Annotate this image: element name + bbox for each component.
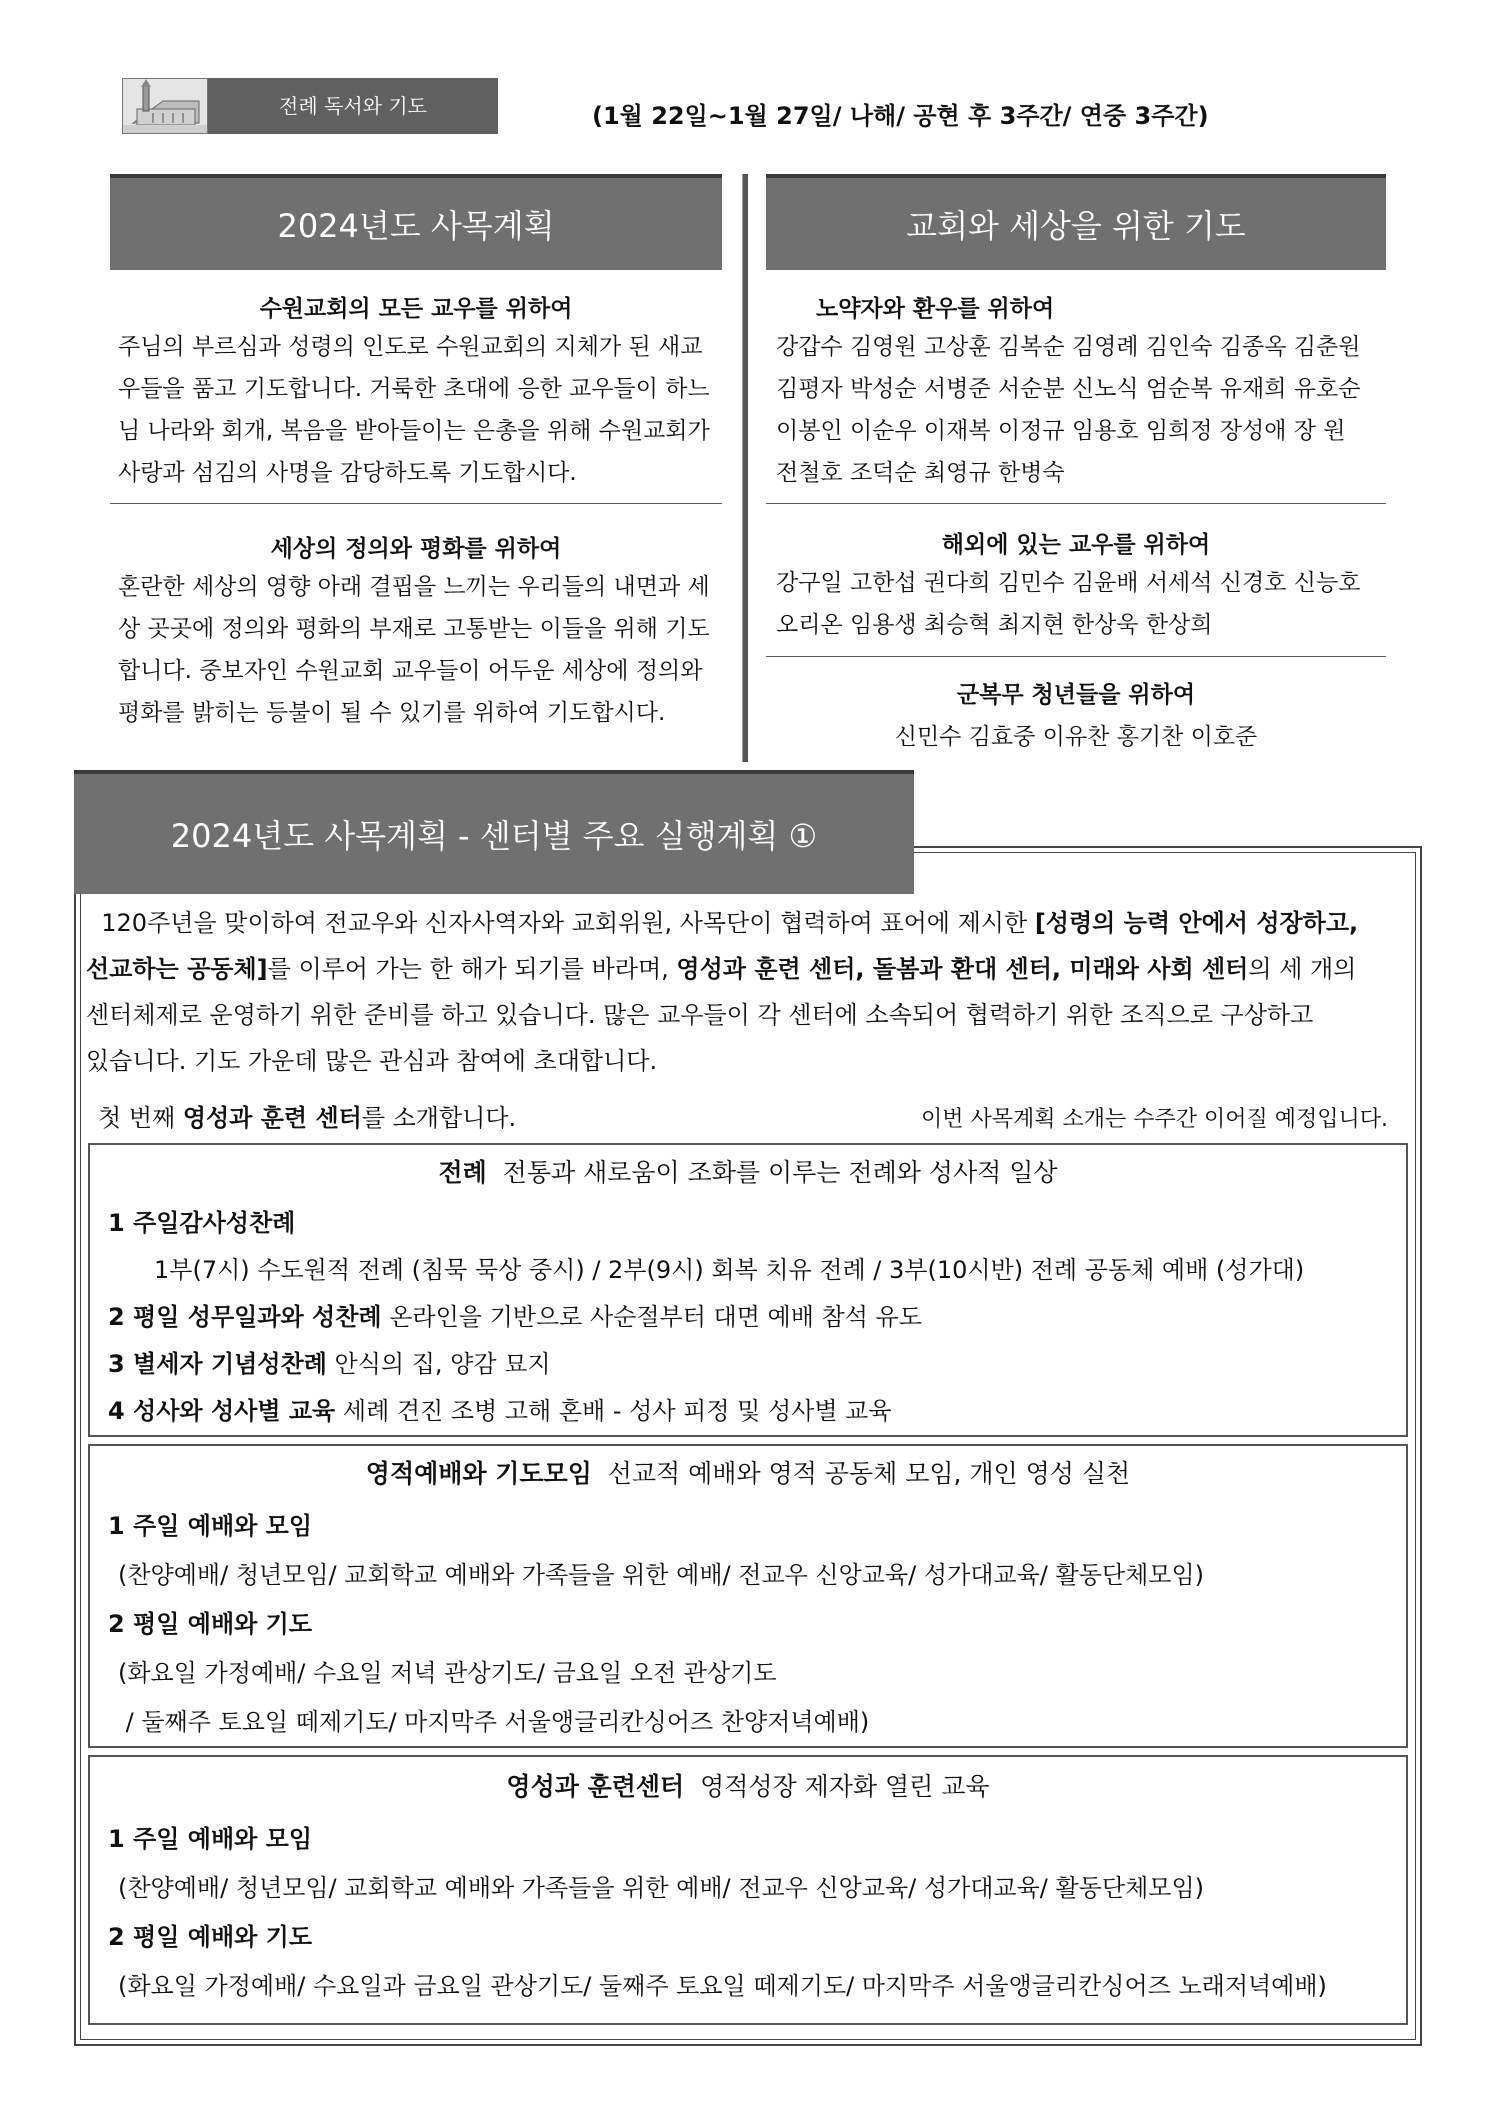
plan-item xyxy=(108,1819,1406,1854)
paragraph-line: 우들을 품고 기도합니다. 거룩한 초대에 응한 교우들이 하느 xyxy=(118,376,710,402)
plan-item xyxy=(108,1391,1406,1426)
paragraph-line: 합니다. 중보자인 수원교회 교우들이 어두운 세상에 정의와 xyxy=(118,658,703,684)
intro-paragraph xyxy=(86,900,1406,1084)
paragraph-line: 주님의 부르심과 성령의 인도로 수원교회의 지체가 된 새교 xyxy=(118,334,703,360)
center-plan-title-text: 2024년도 사목계획 - 센터별 주요 실행계획 ① xyxy=(170,817,818,855)
training-box xyxy=(88,1755,1408,2025)
box-heading xyxy=(90,1767,1406,1803)
paragraph-line: 상 곳곳에 정의와 평화의 부재로 고통받는 이들을 위해 기도 xyxy=(118,616,710,642)
center-plan-title xyxy=(74,770,914,894)
plan-item-title: 4 성사와 성사별 교육 xyxy=(108,1397,336,1425)
worship-box xyxy=(88,1444,1408,1748)
church-logo xyxy=(122,78,208,134)
plan-item-title: 2 평일 예배와 기도 xyxy=(108,1923,313,1951)
paragraph-line: 사랑과 섬김의 사명을 감당하도록 기도합시다. xyxy=(118,460,577,486)
paragraph-line: 평화를 밝히는 등불이 될 수 있기를 위하여 기도합시다. xyxy=(118,700,666,726)
name-list: 신민수 김효중 이유찬 홍기찬 이호준 xyxy=(894,724,1258,750)
box-heading-text: 영적성장 제자화 열린 교육 xyxy=(684,1772,990,1801)
liturgy-box xyxy=(88,1143,1408,1437)
column-divider xyxy=(742,174,748,762)
name-line: 강갑수 김영원 고상훈 김복순 김영례 김인숙 김종옥 김춘원 xyxy=(776,334,1361,360)
plan-item-title: 1 주일 예배와 모임 xyxy=(108,1512,313,1540)
plan-item-title: 2 평일 예배와 기도 xyxy=(108,1610,313,1638)
plan-item-detail: 1부(7시) 수도원적 전례 (침묵 묵상 중시) / 2부(9시) 회복 치유 전례 / 3부(10시반) 전례 공동체 예배 (성가대) xyxy=(154,1256,1305,1284)
intro-emphasis: 영성과 훈련 센터 xyxy=(182,1104,362,1132)
plan-item-text: 세례 견진 조병 고해 혼배 - 성사 피정 및 성사별 교육 xyxy=(335,1397,892,1425)
intro-text: 첫 번째 xyxy=(98,1104,183,1132)
plan-item-detail: (찬양예배/ 청년모임/ 교회학교 예배와 가족들을 위한 예배/ 전교우 신앙교육/ 성가대교육/ 활동단체모임) xyxy=(118,1561,1204,1589)
box-heading-bold: 영성과 훈련센터 xyxy=(506,1772,685,1801)
plan-item-detail: / 둘째주 토요일 떼제기도/ 마지막주 서울앵글리칸싱어즈 찬양저녁예배) xyxy=(118,1708,870,1736)
plan-item-title: 1 주일 예배와 모임 xyxy=(108,1825,313,1853)
intro-line: 센터체제로 운영하기 위한 준비를 하고 있습니다. 많은 교우들이 각 센터에 소속되어 협력하기 위한 조직으로 구상하고 xyxy=(86,1001,1314,1029)
section-title: 노약자와 환우를 위하여 xyxy=(816,296,1055,322)
paragraph-line: 혼란한 세상의 영향 아래 결핍을 느끼는 우리들의 내면과 세 xyxy=(118,574,710,600)
section-title: 수원교회의 모든 교우를 위하여 xyxy=(259,296,573,322)
plan-item xyxy=(108,1506,1406,1541)
prayer-title: 교회와 세상을 위한 기도 xyxy=(766,174,1386,270)
plan-item-title: 3 별세자 기념성찬례 xyxy=(108,1350,327,1378)
name-line: 이봉인 이순우 이재복 이정규 임용호 임희정 장성애 장 원 xyxy=(776,418,1346,444)
section-title: 세상의 정의와 평화를 위하여 xyxy=(270,536,562,562)
week-info: (1월 22일~1월 27일/ 나해/ 공현 후 3주간/ 연중 3주간) xyxy=(592,102,1209,130)
plan-item xyxy=(108,1344,1406,1379)
plan-item-title: 2 평일 성무일과와 성찬례 xyxy=(108,1303,382,1331)
section-divider xyxy=(110,503,722,504)
plan-item xyxy=(108,1604,1406,1639)
name-line: 전철호 조덕순 최영규 한병숙 xyxy=(776,460,1065,486)
plan-item-title: 1 주일감사성찬례 xyxy=(108,1209,296,1237)
section-title: 해외에 있는 교우를 위하여 xyxy=(941,532,1211,558)
intro-text: 120주년을 맞이하여 전교우와 신자사역자와 교회위원, 사목단이 협력하여 표어에 제시한 xyxy=(101,909,1035,937)
name-list xyxy=(776,326,1376,494)
box-heading-bold: 전례 xyxy=(438,1158,487,1187)
section-paragraph xyxy=(118,326,712,494)
box-heading-text: 선교적 예배와 영적 공동체 모임, 개인 영성 실천 xyxy=(591,1459,1131,1488)
section-paragraph xyxy=(118,566,712,734)
name-line: 강구일 고한섭 권다희 김민수 김윤배 서세석 신경호 신능호 xyxy=(776,570,1361,596)
name-line: 김평자 박성순 서병준 서순분 신노식 엄순복 유재희 유호순 xyxy=(776,376,1361,402)
intro-note: 이번 사목계획 소개는 수주간 이어질 예정입니다. xyxy=(920,1107,1388,1132)
pastoral-plan-title: 2024년도 사목계획 xyxy=(110,174,722,270)
church-icon xyxy=(123,79,208,134)
plan-item-detail: (화요일 가정예배/ 수요일과 금요일 관상기도/ 둘째주 토요일 떼제기도/ 마지막주 서울앵글리칸싱어즈 노래저녁예배) xyxy=(118,1972,1327,2000)
box-heading xyxy=(90,1153,1406,1189)
section-divider xyxy=(766,656,1386,657)
paragraph-line: 님 나라와 회개, 복음을 받아들이는 은총을 위해 수원교회가 xyxy=(118,418,710,444)
intro-line: 있습니다. 기도 가운데 많은 관심과 참여에 초대합니다. xyxy=(86,1047,658,1075)
plan-item xyxy=(108,1917,1406,1952)
intro-line xyxy=(86,946,1406,992)
plan-item xyxy=(108,1203,1406,1238)
box-heading-bold: 영적예배와 기도모임 xyxy=(365,1459,592,1488)
name-line: 오리온 임용생 최승혁 최지현 한상욱 한상희 xyxy=(776,612,1213,638)
box-heading xyxy=(90,1454,1406,1490)
plan-item-text: 안식의 집, 양감 묘지 xyxy=(326,1350,551,1378)
plan-item xyxy=(108,1297,1406,1332)
intro-text: 의 세 개의 xyxy=(1248,955,1357,983)
intro-emphasis: 선교하는 공동체] xyxy=(86,955,268,983)
section-title: 군복무 청년들을 위하여 xyxy=(956,682,1196,708)
plan-item-detail: (찬양예배/ 청년모임/ 교회학교 예배와 가족들을 위한 예배/ 전교우 신앙교육/ 성가대교육/ 활동단체모임) xyxy=(118,1874,1204,1902)
name-list xyxy=(776,562,1376,646)
box-heading-text: 전통과 새로움이 조화를 이루는 전례와 성사적 일상 xyxy=(486,1158,1058,1187)
intro-text: 를 이루어 가는 한 해가 되기를 바라며, xyxy=(267,955,677,983)
intro-line xyxy=(86,900,1406,946)
section-divider xyxy=(766,503,1386,504)
intro-emphasis: 영성과 훈련 센터, 돌봄과 환대 센터, 미래와 사회 센터 xyxy=(676,955,1249,983)
intro-emphasis: [성령의 능력 안에서 성장하고, xyxy=(1034,909,1359,937)
header-tab: 전례 독서와 기도 xyxy=(208,78,498,134)
plan-item-text: 온라인을 기반으로 사순절부터 대면 예배 참석 유도 xyxy=(381,1303,922,1331)
intro-text: 를 소개합니다. xyxy=(361,1104,517,1132)
plan-item-detail: (화요일 가정예배/ 수요일 저녁 관상기도/ 금요일 오전 관상기도 xyxy=(118,1659,777,1687)
